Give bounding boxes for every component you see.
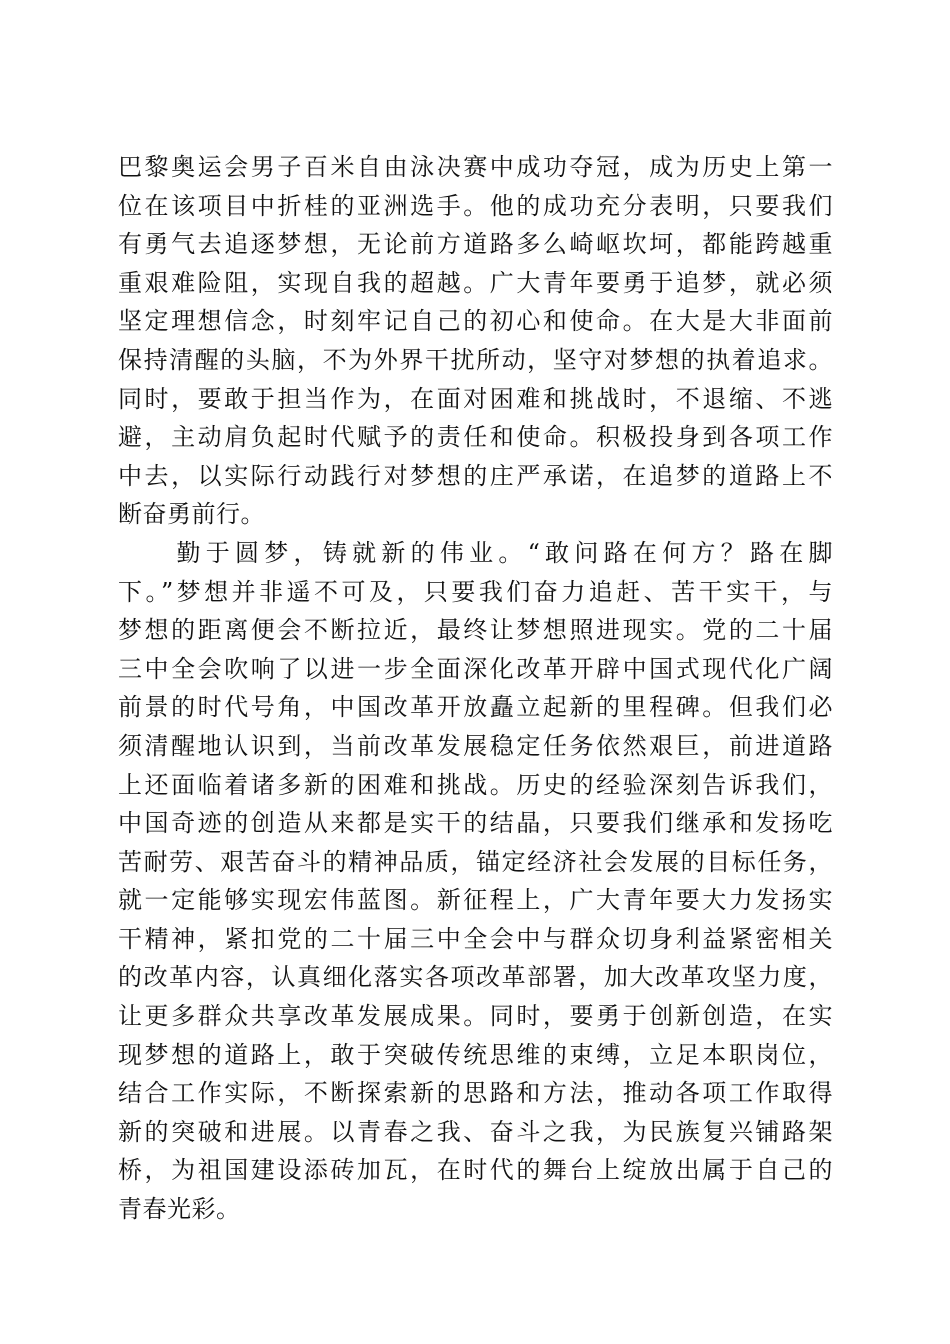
text-line: 三中全会吹响了以进一步全面深化改革开辟中国式现代化广阔	[118, 654, 833, 683]
text-line: 桥，为祖国建设添砖加瓦，在时代的舞台上绽放出属于自己的	[118, 1156, 833, 1185]
text-line: 前景的时代号角，中国改革开放矗立起新的里程碑。但我们必	[118, 693, 833, 722]
text-line: 重艰难险阻，实现自我的超越。广大青年要勇于追梦，就必须	[118, 268, 833, 297]
text-line: 有勇气去追逐梦想，无论前方道路多么崎岖坎坷，都能跨越重	[118, 230, 833, 259]
text-line: 坚定理想信念，时刻牢记自己的初心和使命。在大是大非面前	[118, 307, 833, 336]
text-line: 中去，以实际行动践行对梦想的庄严承诺，在追梦的道路上不	[118, 461, 833, 490]
text-line: 的改革内容，认真细化落实各项改革部署，加大改革攻坚力度，	[118, 963, 833, 992]
text-line: 现梦想的道路上，敢于突破传统思维的束缚，立足本职岗位，	[118, 1040, 833, 1069]
text-line: 须清醒地认识到，当前改革发展稳定任务依然艰巨，前进道路	[118, 731, 833, 760]
text-line: 青春光彩。	[118, 1195, 241, 1224]
text-line: 苦耐劳、艰苦奋斗的精神品质，锚定经济社会发展的目标任务，	[118, 847, 833, 876]
text-line: 位在该项目中折桂的亚洲选手。他的成功充分表明，只要我们	[118, 191, 833, 220]
text-line: 干精神，紧扣党的二十届三中全会中与群众切身利益紧密相关	[118, 924, 833, 953]
text-line: 中国奇迹的创造从来都是实干的结晶，只要我们继承和发扬吃	[118, 809, 833, 838]
text-line: 结合工作实际，不断探索新的思路和方法，推动各项工作取得	[118, 1079, 833, 1108]
text-line: 上还面临着诸多新的困难和挑战。历史的经验深刻告诉我们，	[118, 770, 833, 799]
text-line: 勤于圆梦，铸就新的伟业。“敢问路在何方？路在脚	[118, 538, 833, 567]
document-body	[118, 148, 833, 1229]
text-line: 断奋勇前行。	[118, 500, 265, 529]
text-line: 让更多群众共享改革发展成果。同时，要勇于创新创造，在实	[118, 1002, 833, 1031]
text-line: 巴黎奥运会男子百米自由泳决赛中成功夺冠，成为历史上第一	[118, 153, 833, 181]
text-line: 同时，要敢于担当作为，在面对困难和挑战时，不退缩、不逃	[118, 384, 833, 413]
text-line: 就一定能够实现宏伟蓝图。新征程上，广大青年要大力发扬实	[118, 886, 833, 915]
text-line: 保持清醒的头脑，不为外界干扰所动，坚守对梦想的执着追求。	[118, 345, 833, 374]
text-line: 避，主动肩负起时代赋予的责任和使命。积极投身到各项工作	[118, 423, 833, 452]
text-line: 梦想的距离便会不断拉近，最终让梦想照进现实。党的二十届	[118, 616, 833, 645]
text-line: 下。”梦想并非遥不可及，只要我们奋力追赶、苦干实干，与	[118, 577, 833, 606]
text-line: 新的突破和进展。以青春之我、奋斗之我，为民族复兴铺路架	[118, 1117, 833, 1146]
